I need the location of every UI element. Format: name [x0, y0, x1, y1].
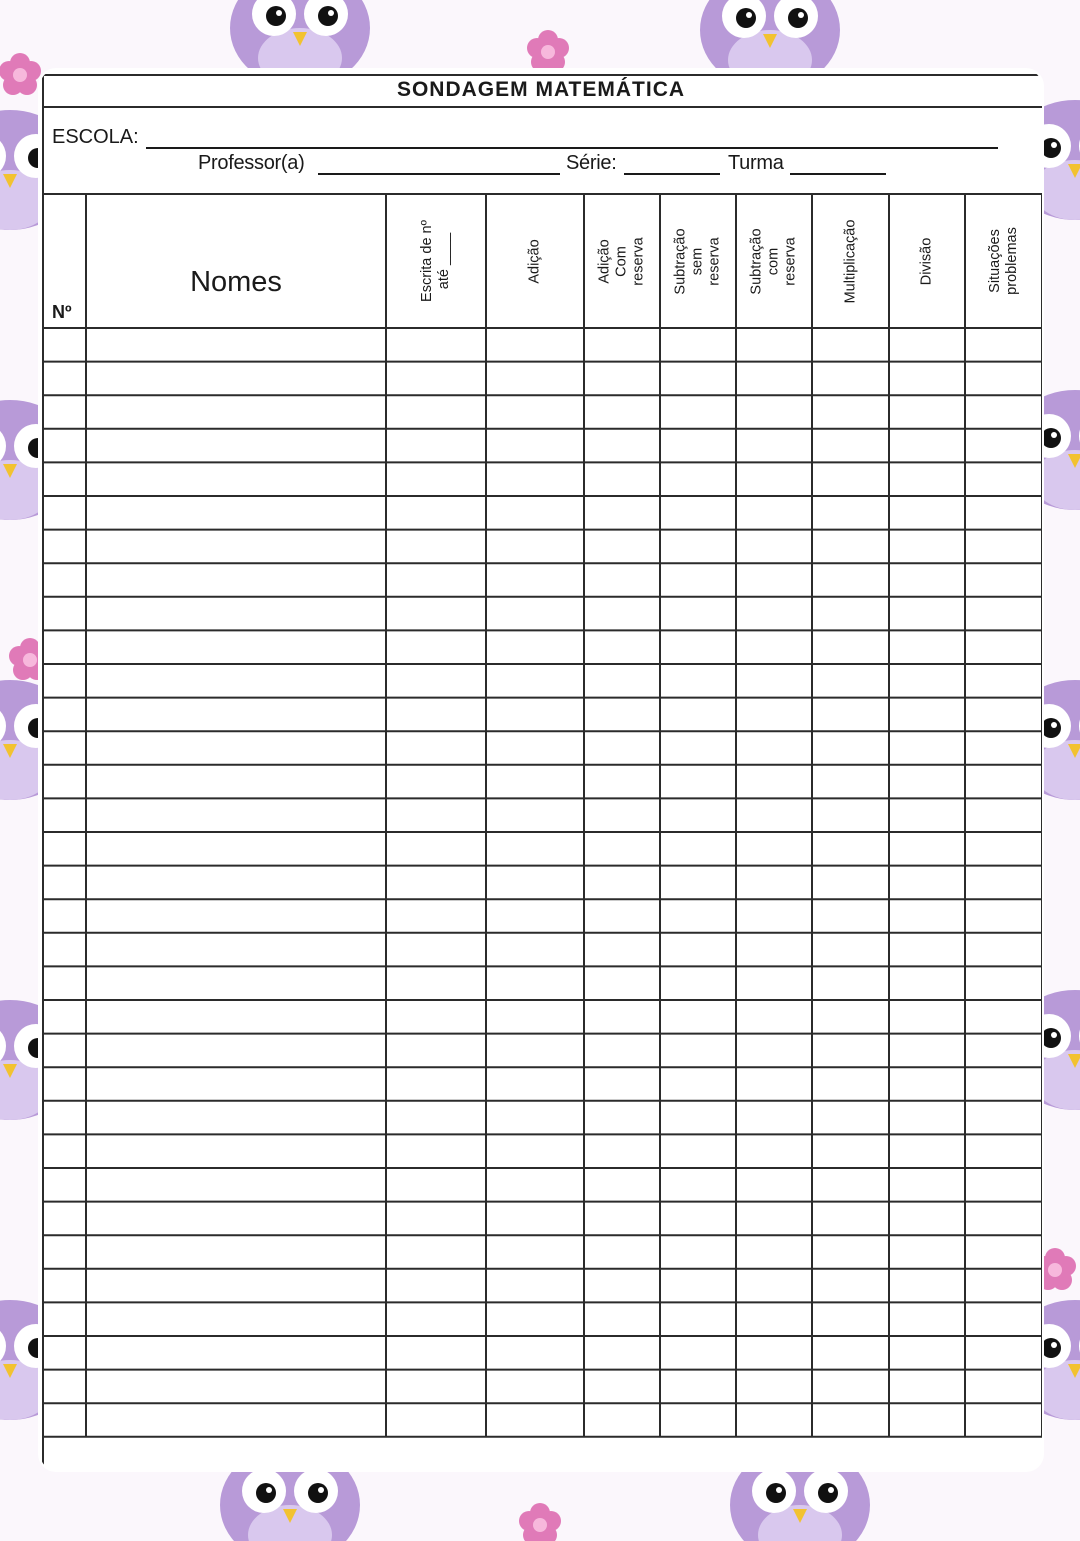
skill-column-header — [889, 194, 965, 328]
flower-icon — [527, 30, 569, 72]
skill-column-label: Subtração sem reserva — [672, 227, 723, 295]
page-title: SONDAGEM MATEMÁTICA — [396, 78, 686, 101]
skill-column-label: Adição Com reserva — [596, 236, 647, 286]
skill-column-header — [386, 194, 486, 328]
skill-column-header — [486, 194, 584, 328]
skill-column-header — [812, 194, 889, 328]
skill-column-label: Situações problemas — [986, 227, 1020, 295]
teacher-label: Professor(a) — [198, 152, 305, 174]
flower-icon — [0, 53, 41, 95]
skill-column-label: Divisão — [918, 237, 935, 285]
names-column-header: Nomes — [190, 266, 282, 298]
skill-column-header — [965, 194, 1042, 328]
skill-column-header — [736, 194, 812, 328]
survey-sheet — [40, 70, 1042, 1470]
class-label: Turma — [728, 152, 784, 174]
number-column-header: Nº — [52, 302, 72, 322]
skill-column-header — [660, 194, 736, 328]
skill-column-label: Adição — [526, 238, 543, 284]
skill-column-label: Subtração com reserva — [748, 227, 799, 295]
skill-column-header — [584, 194, 660, 328]
skill-column-label: Multiplicação — [842, 219, 859, 303]
flower-icon — [519, 1503, 561, 1541]
skill-column-label: Escrita de nº até ____ — [419, 220, 452, 302]
school-label: ESCOLA: — [52, 126, 139, 148]
grade-label: Série: — [566, 152, 617, 174]
